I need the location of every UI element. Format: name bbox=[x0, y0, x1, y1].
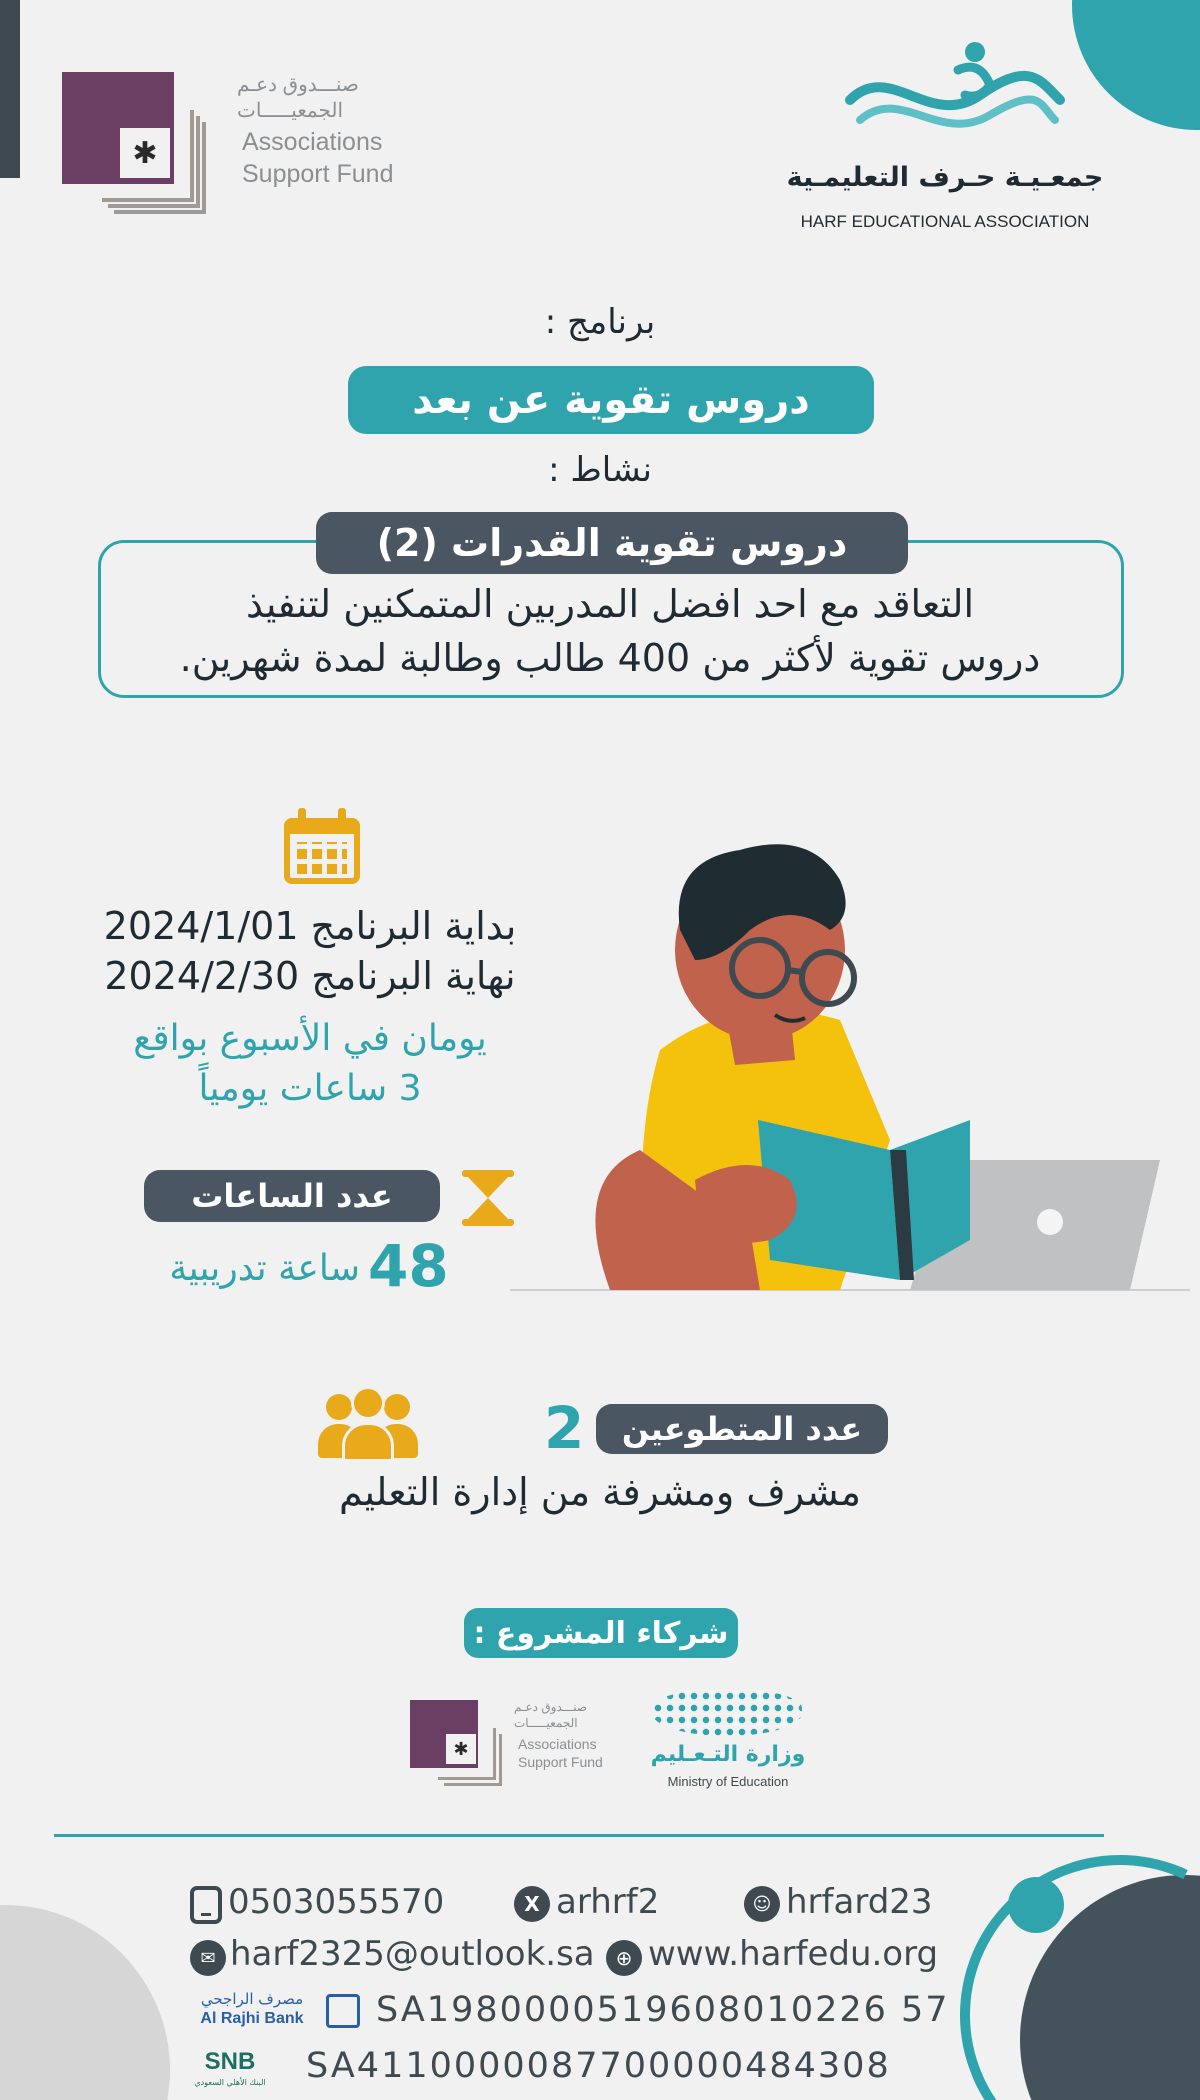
alrajhi-iban[interactable]: SA1980000519608010226 57 bbox=[376, 1990, 950, 2030]
bottom-left-circle bbox=[0, 1905, 170, 2100]
description-line1: التعاقد مع احد افضل المدربين المتمكنين لتنفيذ bbox=[245, 582, 975, 626]
moe-dots-icon bbox=[652, 1690, 802, 1736]
schedule-frequency-line1: يومان في الأسبوع بواقع bbox=[133, 1018, 487, 1059]
email-text[interactable]: harf2325@outlook.sa bbox=[230, 1934, 595, 1974]
partners-label: شركاء المشروع : bbox=[464, 1608, 738, 1658]
partner-palm-icon: ✱ bbox=[446, 1734, 476, 1764]
bottom-right-ring bbox=[915, 1810, 1200, 2100]
snapchat-handle[interactable]: hrfard23 bbox=[786, 1882, 933, 1922]
partner-fund-ar2: الجمعيـــــات bbox=[514, 1716, 578, 1730]
x-twitter-icon: X bbox=[514, 1886, 550, 1922]
top-left-bar bbox=[0, 0, 20, 178]
snb-logo bbox=[190, 2048, 270, 2096]
hours-label: عدد الساعات bbox=[144, 1170, 440, 1222]
fund-logo-mark bbox=[62, 72, 204, 214]
schedule-frequency-line2: 3 ساعات يومياً bbox=[198, 1068, 422, 1109]
hourglass-icon bbox=[462, 1170, 514, 1226]
partner-fund-en2: Support Fund bbox=[518, 1754, 603, 1770]
email-icon: ✉ bbox=[190, 1940, 226, 1976]
calendar-icon bbox=[284, 808, 360, 884]
activity-name: دروس تقوية القدرات (2) bbox=[316, 512, 908, 574]
snb-name: SNB bbox=[204, 2048, 256, 2075]
partner-moe-logo bbox=[648, 1690, 808, 1794]
volunteers-label: عدد المتطوعين bbox=[596, 1404, 888, 1454]
hours-unit: ساعة تدريبية bbox=[169, 1248, 360, 1289]
phone-icon bbox=[190, 1886, 222, 1924]
harf-logo-en: HARF EDUCATIONAL ASSOCIATION bbox=[800, 212, 1090, 231]
description-line2: دروس تقوية لأكثر من 400 طالب وطالبة لمدة شهرين. bbox=[179, 636, 1041, 680]
fund-logo-ar2: الجمعيـــــات bbox=[237, 100, 344, 122]
harf-logo-mark bbox=[840, 40, 1070, 150]
snapchat-icon: ☺ bbox=[744, 1886, 780, 1922]
phone-text[interactable]: 0503055570 bbox=[228, 1882, 445, 1922]
program-label: برنامج : bbox=[544, 302, 656, 342]
alrajhi-logo bbox=[190, 1990, 370, 2038]
globe-icon: ⊕ bbox=[606, 1940, 642, 1976]
student-reading-illustration bbox=[510, 820, 1200, 1300]
twitter-handle[interactable]: arhrf2 bbox=[556, 1882, 660, 1922]
partner-fund-logo bbox=[410, 1700, 620, 1786]
bottom-right-dot bbox=[1008, 1877, 1064, 1933]
harf-logo-ar: جمعـيـة حـرف التعليمـية bbox=[786, 162, 1104, 193]
fund-logo bbox=[62, 72, 402, 222]
partner-moe-ar: وزارة التـعـليم bbox=[650, 1742, 806, 1767]
fund-logo-en2: Support Fund bbox=[242, 160, 394, 188]
snb-iban[interactable]: SA4110000087700000484308 bbox=[306, 2046, 891, 2086]
hours-number: 48 bbox=[368, 1232, 449, 1300]
activity-label: نشاط : bbox=[548, 450, 652, 490]
schedule-start: بداية البرنامج 2024/1/01 bbox=[103, 904, 517, 948]
schedule-end: نهاية البرنامج 2024/2/30 bbox=[104, 954, 516, 998]
partner-moe-en: Ministry of Education bbox=[667, 1774, 789, 1789]
partner-fund-ar1: صنـــدوق دعـم bbox=[514, 1700, 588, 1714]
volunteers-description: مشرف ومشرفة من إدارة التعليم bbox=[339, 1470, 861, 1514]
volunteers-number: 2 bbox=[544, 1394, 585, 1462]
snb-sub: البنك الأهلي السعودي bbox=[194, 2078, 266, 2087]
fund-logo-en1: Associations bbox=[242, 128, 383, 156]
alrajhi-emblem-icon bbox=[326, 1994, 360, 2028]
harf-logo bbox=[780, 40, 1120, 240]
group-icon bbox=[318, 1386, 418, 1462]
palm-icon: ✱ bbox=[120, 128, 170, 178]
alrajhi-en: Al Rajhi Bank bbox=[200, 2010, 304, 2027]
footer-divider bbox=[54, 1834, 1104, 1837]
fund-logo-ar1: صنـــدوق دعـم bbox=[237, 74, 359, 96]
partner-fund-en1: Associations bbox=[518, 1736, 597, 1752]
alrajhi-ar: مصرف الراجحي bbox=[200, 1990, 304, 2008]
website-text[interactable]: www.harfedu.org bbox=[648, 1934, 939, 1974]
program-name: دروس تقوية عن بعد bbox=[348, 366, 874, 434]
